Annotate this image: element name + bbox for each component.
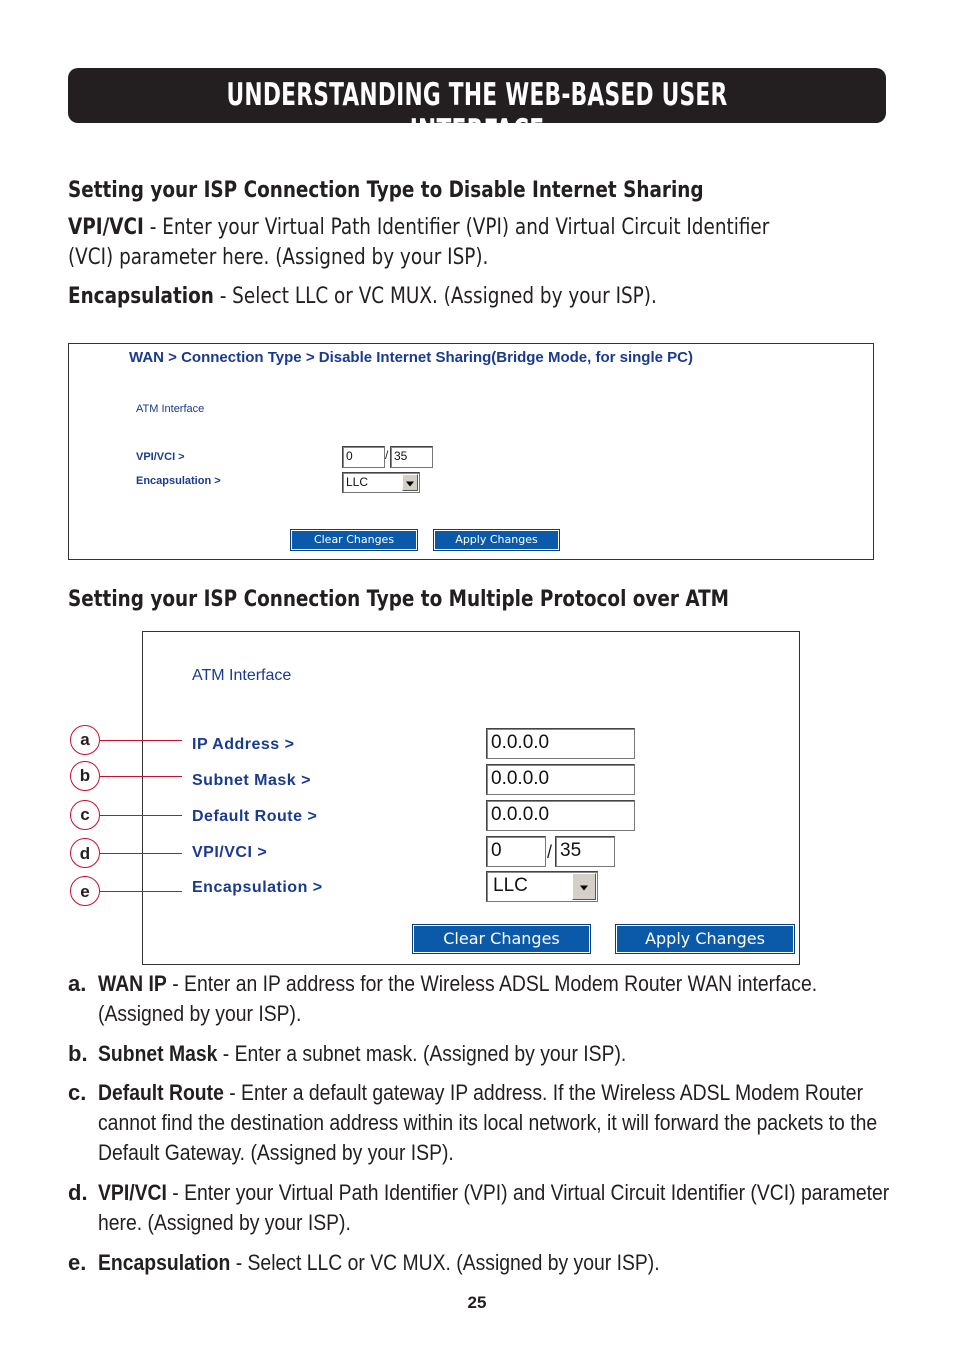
list-item-e [68, 1248, 888, 1278]
section1-encap-paragraph [68, 282, 886, 312]
encapsulation-select[interactable] [342, 472, 420, 493]
section1-vpi-paragraph [68, 213, 886, 273]
list-letter: e. [68, 1250, 87, 1275]
list-desc: - Enter a default gateway IP address. If the Wireless ADSL Modem Router cannot find the destination address within its local network, it will forward the packets to the Default Gateway. (Assigned by your ISP). [98, 1080, 878, 1165]
encap-desc: - Select LLC or VC MUX. (Assigned by your ISP). [213, 284, 657, 309]
section1-title: Setting your ISP Connection Type to Disable Internet Sharing [68, 178, 704, 203]
callout-a: a [70, 725, 100, 755]
list-letter: d. [68, 1180, 88, 1205]
mpoa-screenshot [142, 631, 800, 965]
encapsulation-select-value: LLC [346, 475, 369, 489]
list-item-c [68, 1078, 888, 1168]
ip-address-label: IP Address > [192, 736, 295, 753]
callout-line-c [100, 815, 182, 816]
encapsulation-label: Encapsulation > [136, 475, 221, 487]
default-route-label: Default Route > [192, 808, 318, 825]
list-letter: a. [68, 971, 87, 996]
vci-input[interactable]: 35 [390, 446, 433, 468]
list-term: WAN IP [98, 971, 167, 996]
header-bar [68, 68, 886, 149]
vpi-term: VPI/VCI [68, 215, 144, 240]
list-term: Default Route [98, 1080, 224, 1105]
vci-input-2[interactable]: 35 [555, 836, 615, 867]
list-desc: - Select LLC or VC MUX. (Assigned by your ISP). [230, 1250, 660, 1275]
list-desc: - Enter a subnet mask. (Assigned by your ISP). [217, 1041, 627, 1066]
list-item-d [68, 1178, 888, 1238]
ip-address-input[interactable]: 0.0.0.0 [486, 728, 635, 759]
callout-e: e [70, 876, 100, 906]
subnet-mask-input[interactable]: 0.0.0.0 [486, 764, 635, 795]
section2-block [68, 585, 878, 615]
clear-changes-button-2[interactable]: Clear Changes [413, 925, 590, 953]
apply-changes-button[interactable]: Apply Changes [434, 530, 559, 550]
clear-changes-button[interactable]: Clear Changes [291, 530, 417, 550]
page-number: 25 [467, 1293, 487, 1312]
vpi-desc-2: (VCI) parameter here. (Assigned by your ISP). [68, 245, 489, 270]
default-route-input[interactable]: 0.0.0.0 [486, 800, 635, 831]
page-title: UNDERSTANDING THE WEB-BASED USER INTERFACE [226, 77, 728, 149]
callout-d: d [70, 838, 100, 868]
list-desc: - Enter your Virtual Path Identifier (VPI) and Virtual Circuit Identifier (VCI) parameter here. (Assigned by your ISP). [98, 1180, 890, 1235]
list-item-a [68, 969, 888, 1029]
callout-line-a [100, 740, 182, 741]
vpi-vci-label: VPI/VCI > [136, 451, 185, 463]
list-term: Subnet Mask [98, 1041, 218, 1066]
encap-term: Encapsulation [68, 284, 214, 309]
vpi-vci-separator-2: / [547, 842, 553, 862]
callout-line-e [100, 891, 182, 892]
bridge-mode-screenshot [68, 343, 874, 560]
apply-changes-button-2[interactable]: Apply Changes [616, 925, 794, 953]
list-term: VPI/VCI [98, 1180, 167, 1205]
encapsulation-select-2[interactable] [486, 871, 598, 902]
dropdown-arrow-icon[interactable] [402, 474, 418, 491]
callout-b: b [70, 761, 100, 791]
dropdown-arrow-icon-2[interactable] [572, 873, 596, 900]
encapsulation-label-2: Encapsulation > [192, 879, 323, 896]
callout-line-d [100, 853, 182, 854]
atm-interface-label-2: ATM Interface [192, 667, 292, 684]
callout-line-b [100, 776, 182, 777]
callout-c: c [70, 800, 100, 830]
section2-title: Setting your ISP Connection Type to Multiple Protocol over ATM [68, 587, 729, 612]
list-term: Encapsulation [98, 1250, 231, 1275]
section1-block [68, 176, 878, 312]
vpi-vci-separator: / [385, 448, 389, 462]
vpi-input[interactable]: 0 [342, 446, 385, 468]
list-letter: c. [68, 1080, 87, 1105]
subnet-mask-label: Subnet Mask > [192, 772, 311, 789]
vpi-vci-label-2: VPI/VCI > [192, 844, 268, 861]
list-item-b [68, 1039, 888, 1069]
breadcrumb: WAN > Connection Type > Disable Internet Sharing(Bridge Mode, for single PC) [129, 349, 693, 366]
list-desc: - Enter an IP address for the Wireless ADSL Modem Router WAN interface. (Assigned by your ISP). [98, 971, 818, 1026]
vpi-desc: - Enter your Virtual Path Identifier (VPI) and Virtual Circuit Identifier [143, 215, 770, 240]
atm-interface-label: ATM Interface [136, 403, 205, 415]
encapsulation-select-value-2: LLC [493, 875, 528, 896]
list-letter: b. [68, 1041, 88, 1066]
vpi-input-2[interactable]: 0 [486, 836, 546, 867]
